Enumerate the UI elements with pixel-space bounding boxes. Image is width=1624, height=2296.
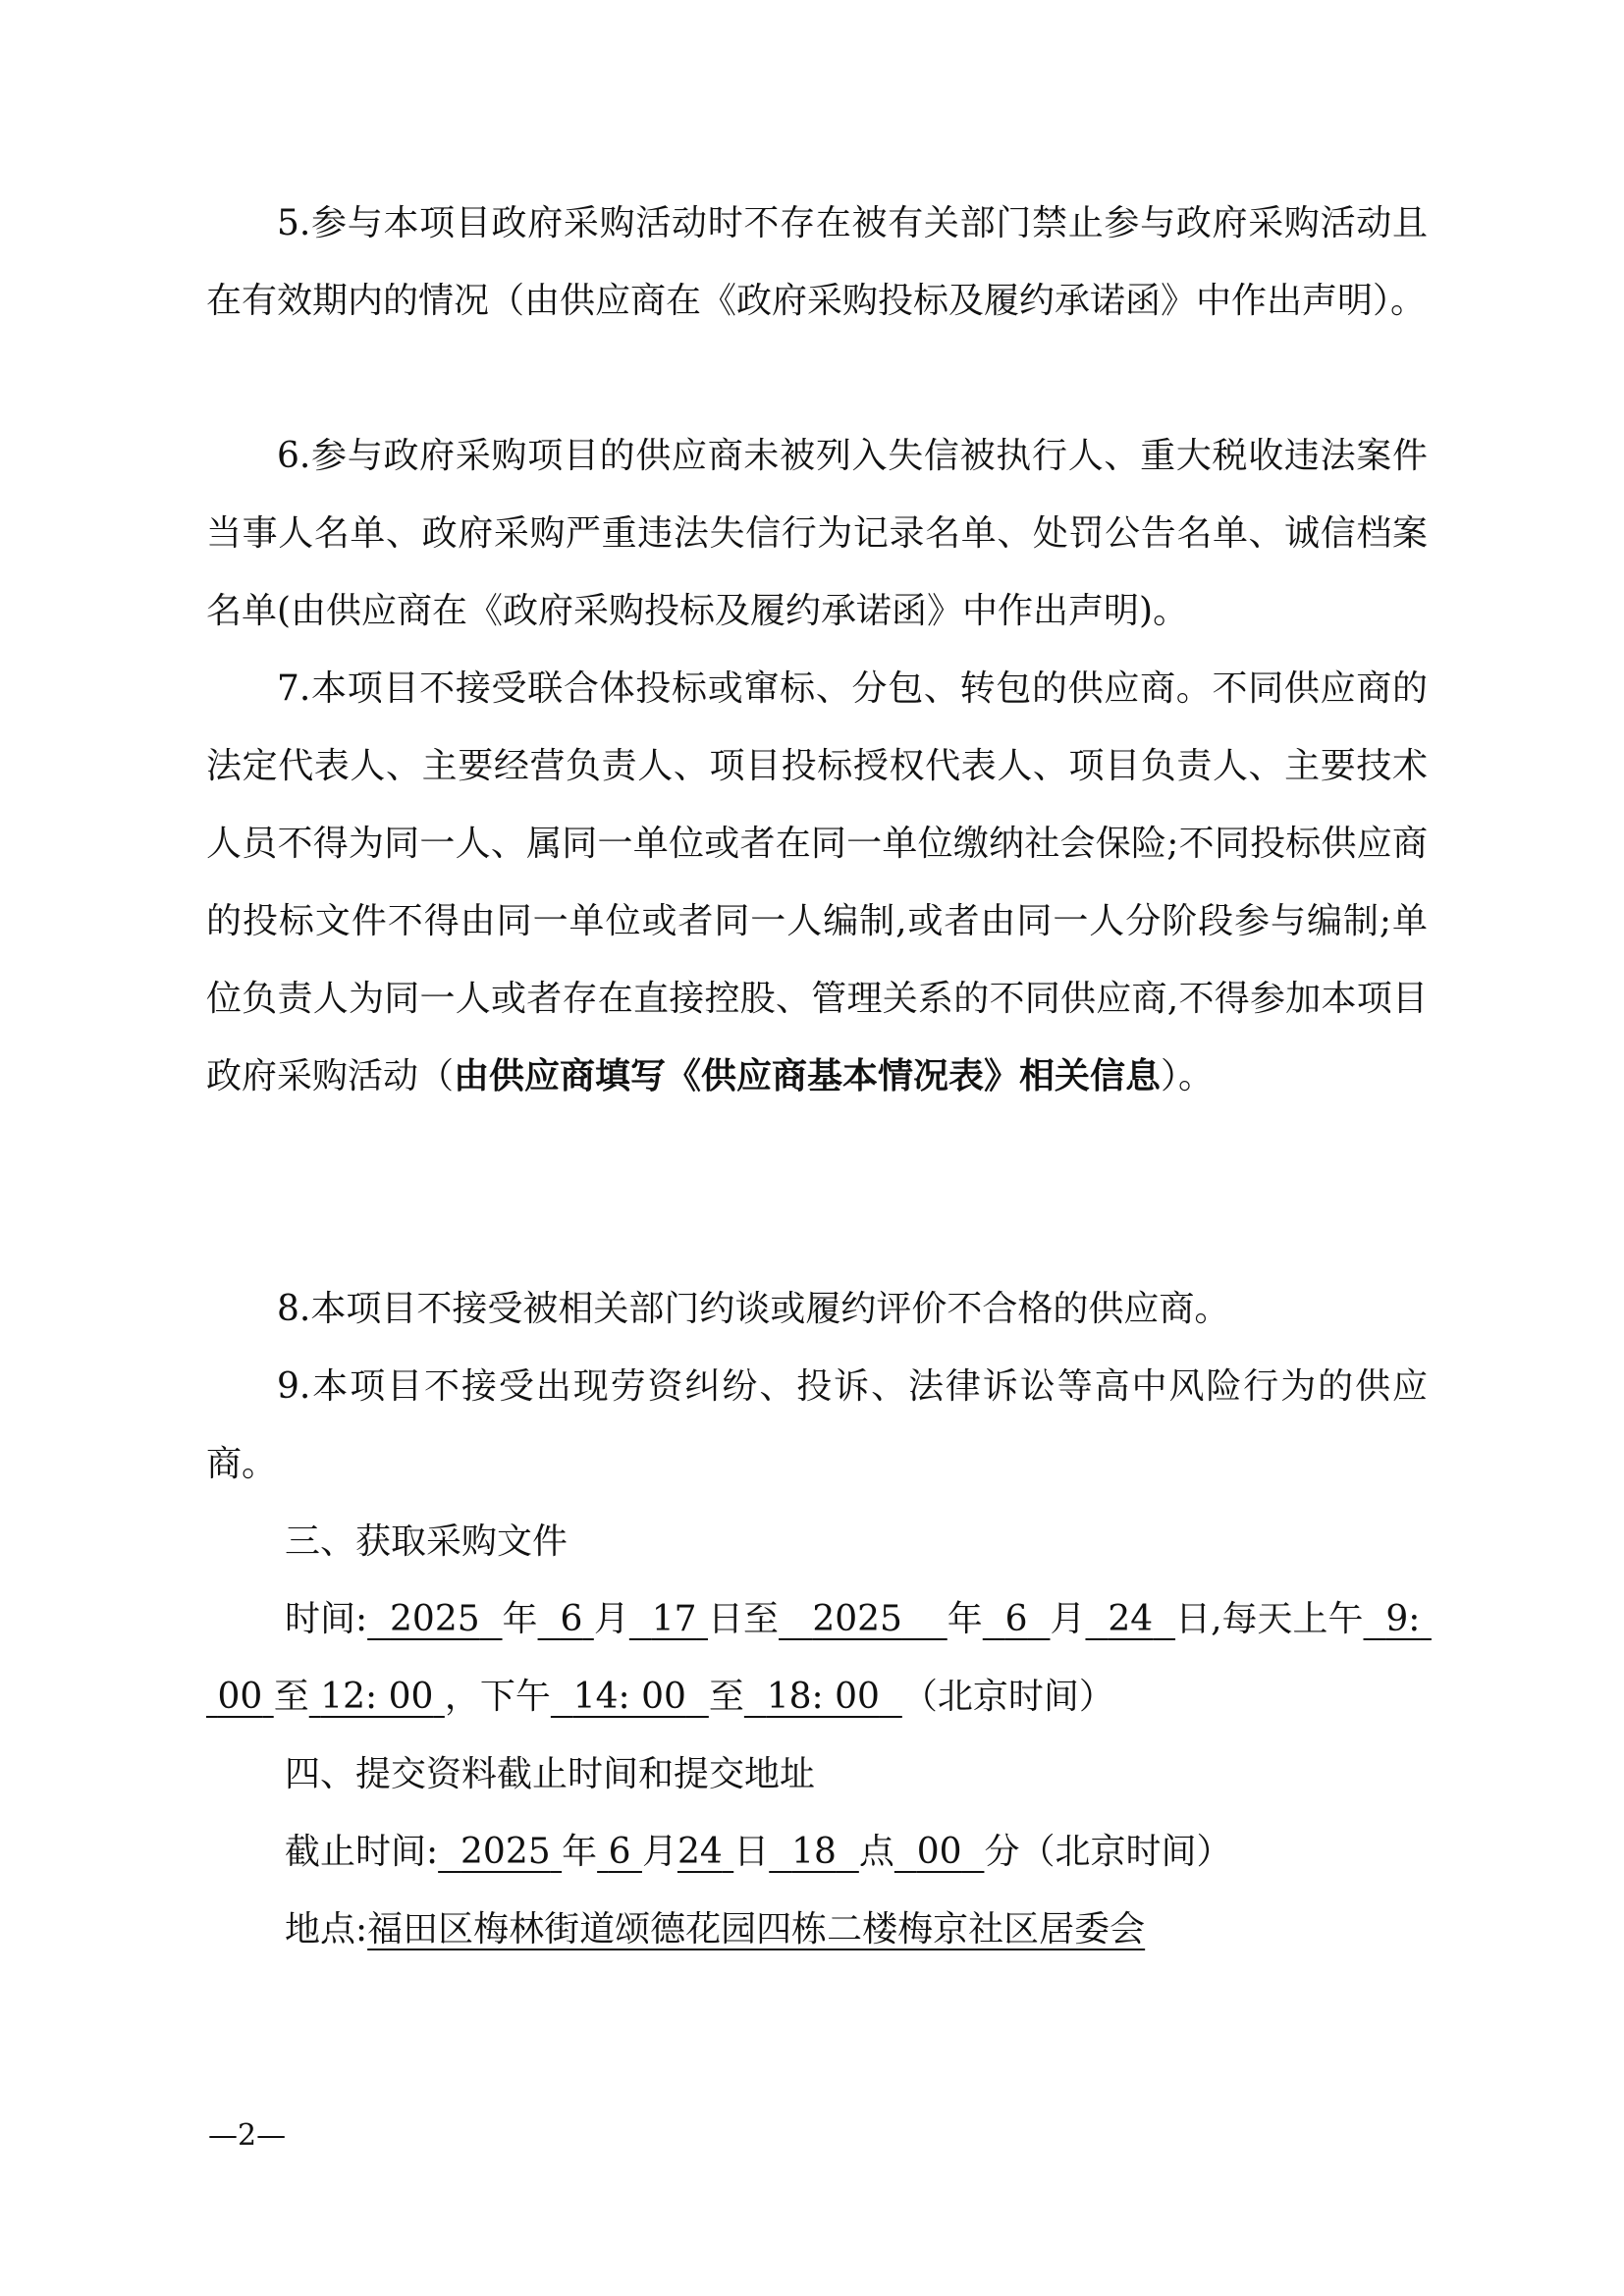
am-start-minute: 00	[217, 1677, 263, 1717]
place-line	[285, 1891, 1145, 1968]
place-address: 福田区梅林街道颂德花园四栋二楼梅京社区居委会	[367, 1909, 1146, 1949]
item-9: 9.本项目不接受出现劳资纠纷、投诉、法律诉讼等高中风险行为的供应商。	[206, 1366, 1428, 1484]
deadline-month: 6	[608, 1832, 631, 1872]
purchase-time-line-1: 时间: 2025 年 6 月 17 日至 2025 年 6 月 24 日,每天上午 9:	[285, 1580, 1432, 1658]
end-day: 24	[1108, 1599, 1154, 1639]
item-8: 8.本项目不接受被相关部门约谈或履约评价不合格的供应商。	[277, 1289, 1230, 1329]
item-5: 5.参与本项目政府采购活动时不存在被有关部门禁止参与政府采购活动且在有效期内的情况（由供应商在《政府采购投标及履约承诺函》中作出声明）。	[206, 203, 1428, 321]
timezone-note: （北京时间）	[901, 1677, 1114, 1717]
start-month: 6	[560, 1599, 583, 1639]
item-7	[206, 650, 1428, 1115]
place-label: 地点:	[285, 1909, 368, 1949]
end-year: 2025	[812, 1599, 902, 1639]
pm-end: 18: 00	[766, 1677, 880, 1717]
deadline-line: 截止时间: 2025 年 6 月24 日 18 点 00 分（北京时间）	[285, 1832, 1232, 1872]
am-start-hour: 9:	[1385, 1599, 1421, 1639]
end-month: 6	[1004, 1599, 1028, 1639]
deadline-minute: 00	[916, 1832, 962, 1872]
item-7-end: ）。	[1161, 1056, 1215, 1096]
start-day: 17	[651, 1599, 697, 1639]
page-number: —2—	[208, 2118, 287, 2153]
deadline-timezone: （北京时间）	[1019, 1832, 1232, 1872]
start-year: 2025	[390, 1599, 480, 1639]
deadline-year: 2025	[460, 1832, 551, 1872]
deadline-label: 截止时间:	[285, 1832, 439, 1872]
deadline-day: 24	[677, 1832, 723, 1872]
item-6: 6.参与政府采购项目的供应商未被列入失信被执行人、重大税收违法案件当事人名单、政府采购严重违法失信行为记录名单、处罚公告名单、诚信档案名单(由供应商在《政府采购投标及履约承诺函》中作出声明)。	[206, 436, 1428, 631]
item-7-bold-text: 由供应商填写《供应商基本情况表》相关信息	[454, 1056, 1162, 1096]
time-label: 时间:	[285, 1599, 368, 1639]
item-7-text: 7.本项目不接受联合体投标或窜标、分包、转包的供应商。不同供应商的法定代表人、主要经营负责人、项目投标授权代表人、项目负责人、主要技术人员不得为同一人、属同一单位或者在同一单位缴纳社会保险;不同投标供应商的投标文件不得由同一单位或者同一人编制,或者由同一人分阶段参与编制;单位负责人为同一人或者存在直接控股、管理关系的不同供应商,不得参加本项目政府采购活动（	[206, 668, 1428, 1096]
section-3-heading: 三、获取采购文件	[285, 1522, 568, 1562]
purchase-time-line-2: 00 至 12: 00 ，下午 14: 00 至 18: 00 （北京时间）	[206, 1658, 1114, 1735]
pm-start: 14: 00	[572, 1677, 686, 1717]
am-end: 12: 00	[320, 1677, 434, 1717]
section-4-heading: 四、提交资料截止时间和提交地址	[285, 1754, 816, 1794]
deadline-hour: 18	[791, 1832, 837, 1872]
